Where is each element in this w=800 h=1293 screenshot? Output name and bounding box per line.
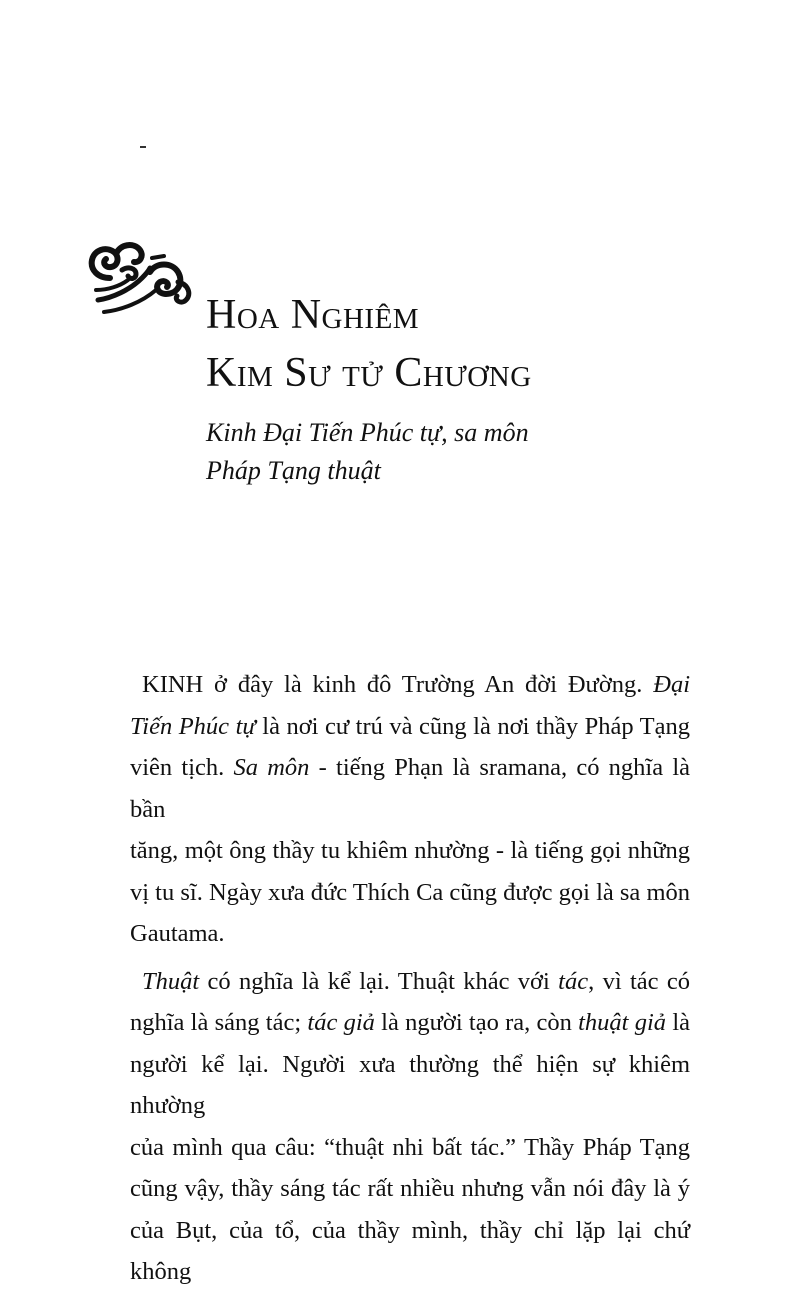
text-span: có nghĩa là kể lại. Thuật khác với [199, 967, 559, 995]
text-span: là người tạo ra, còn [374, 1009, 579, 1036]
text-line: của Bụt, của tổ, của thầy mình, thầy chỉ lặp lại chứ không [130, 1216, 690, 1285]
chapter-title [206, 286, 532, 402]
text-span: , vì tác có [588, 967, 690, 995]
italic-span: tác giả [307, 1009, 375, 1036]
text-line: người kể lại. Người xưa thường thể hiện sự khiêm nhường [130, 1050, 690, 1119]
chapter-subtitle-line-2: Pháp Tạng thuật [206, 456, 381, 485]
italic-span: tác [558, 967, 589, 995]
chapter-subtitle-line-1: Kinh Đại Tiến Phúc tự, sa môn [206, 418, 529, 447]
text-line: cũng vậy, thầy sáng tác rất nhiều nhưng vẫn nói đây là ý [130, 1175, 690, 1202]
print-speck [140, 146, 146, 148]
italic-span: Tiến Phúc tự [130, 712, 256, 740]
text-line: Gautama. [130, 920, 225, 947]
chapter-subtitle [206, 414, 529, 490]
text-line: của mình qua câu: “thuật nhi bất tác.” Thầy Pháp Tạng [130, 1133, 690, 1161]
text-line [130, 747, 690, 830]
paragraph-1 [130, 664, 690, 955]
text-line: tăng, một ông thầy tu khiêm nhường - là tiếng gọi những [130, 837, 690, 864]
text-span: là nơi cư trú và cũng là nơi thầy Pháp Tạng [255, 712, 690, 740]
text-line [130, 1002, 690, 1044]
italic-span: Thuật [142, 967, 200, 995]
italic-span: Đại [653, 671, 690, 698]
cloud-ornament-icon [80, 238, 198, 330]
italic-span: Sa môn [233, 754, 310, 781]
text-span: viên tịch. [130, 754, 234, 781]
paragraph-2 [130, 961, 690, 1293]
body-text [130, 664, 690, 1293]
italic-span: thuật giả [578, 1009, 667, 1036]
chapter-title-line-1: Hoa Nghiêm [206, 292, 420, 338]
text-span: - tiếng Phạn là sramana, có nghĩa là bần [130, 754, 691, 823]
text-line [130, 664, 690, 706]
text-line: vị tu sĩ. Ngày xưa đức Thích Ca cũng được gọi là sa môn [130, 878, 690, 906]
chapter-title-line-2: Kim Sư tử Chương [206, 350, 532, 396]
text-line [130, 706, 690, 748]
text-span: nghĩa là sáng tác; [130, 1009, 308, 1036]
text-span: là [666, 1009, 690, 1036]
text-line [130, 961, 690, 1003]
text-span: KINH ở đây là kinh đô Trường An đời Đường. [142, 671, 654, 698]
